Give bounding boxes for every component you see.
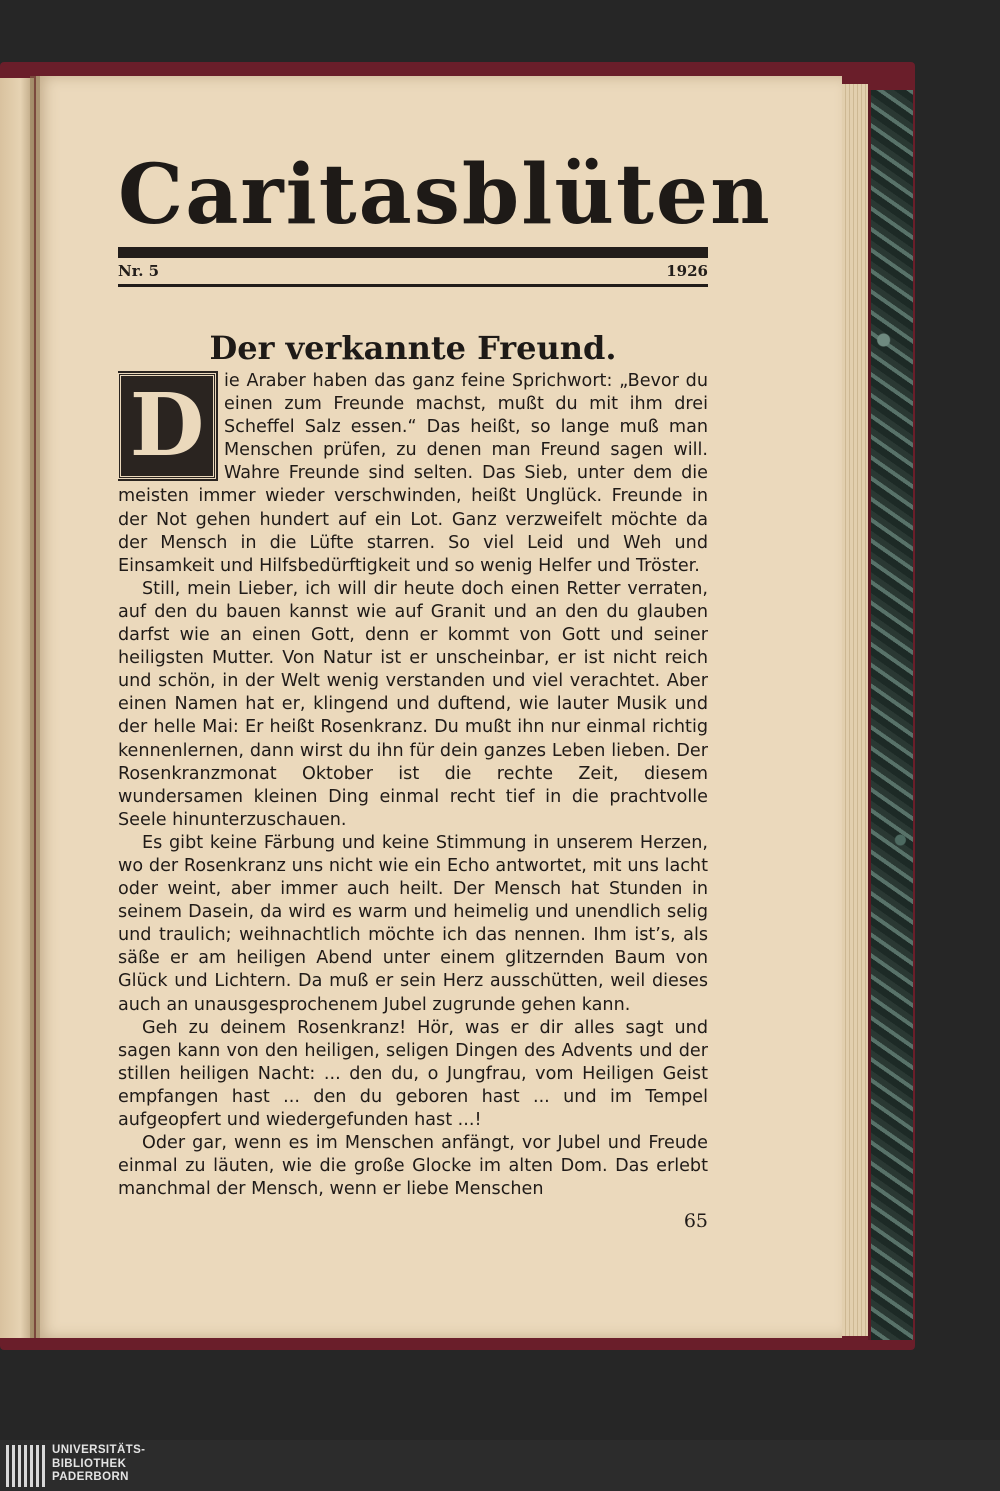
marbled-cover-edge [868,90,913,1340]
dropcap-initial: D [118,373,216,479]
paragraph-5: Oder gar, wenn es im Menschen anfängt, vor Jubel und Freude einmal zu läuten, wie die große Glocke im alten Dom. Das erlebt manchmal der Mensch, wenn er liebe Menschen [118,1133,708,1200]
page-number: 65 [683,1210,708,1232]
paragraph-2: Still, mein Lieber, ich will dir heute doch einen Retter verraten, auf den du bauen kannst wie auf Granit und an den du glauben darfst wie an einen Gott, denn er kommt von Gott und seiner heiligsten Mutter. Von Natur ist er unscheinbar, er ist nicht reich und schön, in der Welt wenig verstanden und viel verachtet. Aber einen Namen hat er, klingend und duftend, wie lauter Musik und der helle Mai: Er heißt Rosenkranz. Du mußt ihn nur einmal richtig kennenlernen, dann wirst du ihn für dein ganzes Leben lieben. Der Rosenkranzmonat Oktober ist die rechte Zeit, diesem wundersamen kleinen Ding einmal recht tief in die prachtvolle Seele hinunterzuschauen. [118,578,708,830]
paragraph-3: Es gibt keine Färbung und keine Stimmung in unserem Herzen, wo der Rosenkranz uns nicht wie ein Echo antwortet, mit uns lacht oder weint, aber immer auch heilt. Der Mensch hat Stunden in seinem Dasein, da wird es warm und heimelig und unendlich selig und traulich; weihnachtlich möchte ich das nennen. Ihm ist’s, als säße er am heiligen Abend unter einem glitzernden Baum von Glück und Lichtern. Da muß er sein Herz ausschütten, weil dieses auch an unausgesprochenem Jubel zugrunde gehen kann. [118,832,708,1015]
page-stack-edge [838,84,868,1336]
library-logo-icon [6,1445,46,1487]
article-body [118,370,708,1215]
logo-line-1: UNIVERSITÄTS- [52,1444,146,1456]
issue-rule [118,284,708,287]
library-logo-text [52,1444,192,1488]
paragraph-4: Geh zu deinem Rosenkranz! Hör, was er dir alles sagt und sagen kann von den heiligen, seligen Dingen des Advents und der stillen heiligen Nacht: ... den du, o Jungfrau, vom Heiligen Geist empfangen hast ... den du geboren hast ... und im Tempel aufgeopfert und wiedergefunden hast ...! [118,1017,708,1130]
issue-line [118,262,708,282]
logo-line-2: BIBLIOTHEK [52,1457,127,1470]
masthead-title: Caritasblüten [118,147,772,243]
issue-year: 1926 [666,262,708,280]
paragraph-1 [118,370,708,578]
paragraph-1-text: ie Araber haben das ganz feine Sprichwort: „Bevor du einen zum Freunde machst, mußt du mit ihm drei Scheffel Salz essen.“ Das heißt, so lange muß man Menschen prüfen, zu denen man Freund sagen will. Wahre Freunde sind selten. Das Sieb, unter dem die meisten immer wieder verschwinden, heißt Unglück. Freunde in der Not gehen hundert auf ein Lot. Ganz verzweifelt möchte da der Mensch in die Lüfte starren. So viel Leid und Weh und Einsamkeit und Hilfsbedürftigkeit und so wenig Helfer und Tröster. [118,371,708,576]
logo-line-3: PADERBORN [52,1471,129,1483]
issue-number: Nr. 5 [118,262,160,280]
article-title: Der verkannte Freund. [209,329,617,367]
page-gutter [30,76,40,1338]
masthead-rule [118,247,708,258]
left-page-edge [0,78,34,1338]
